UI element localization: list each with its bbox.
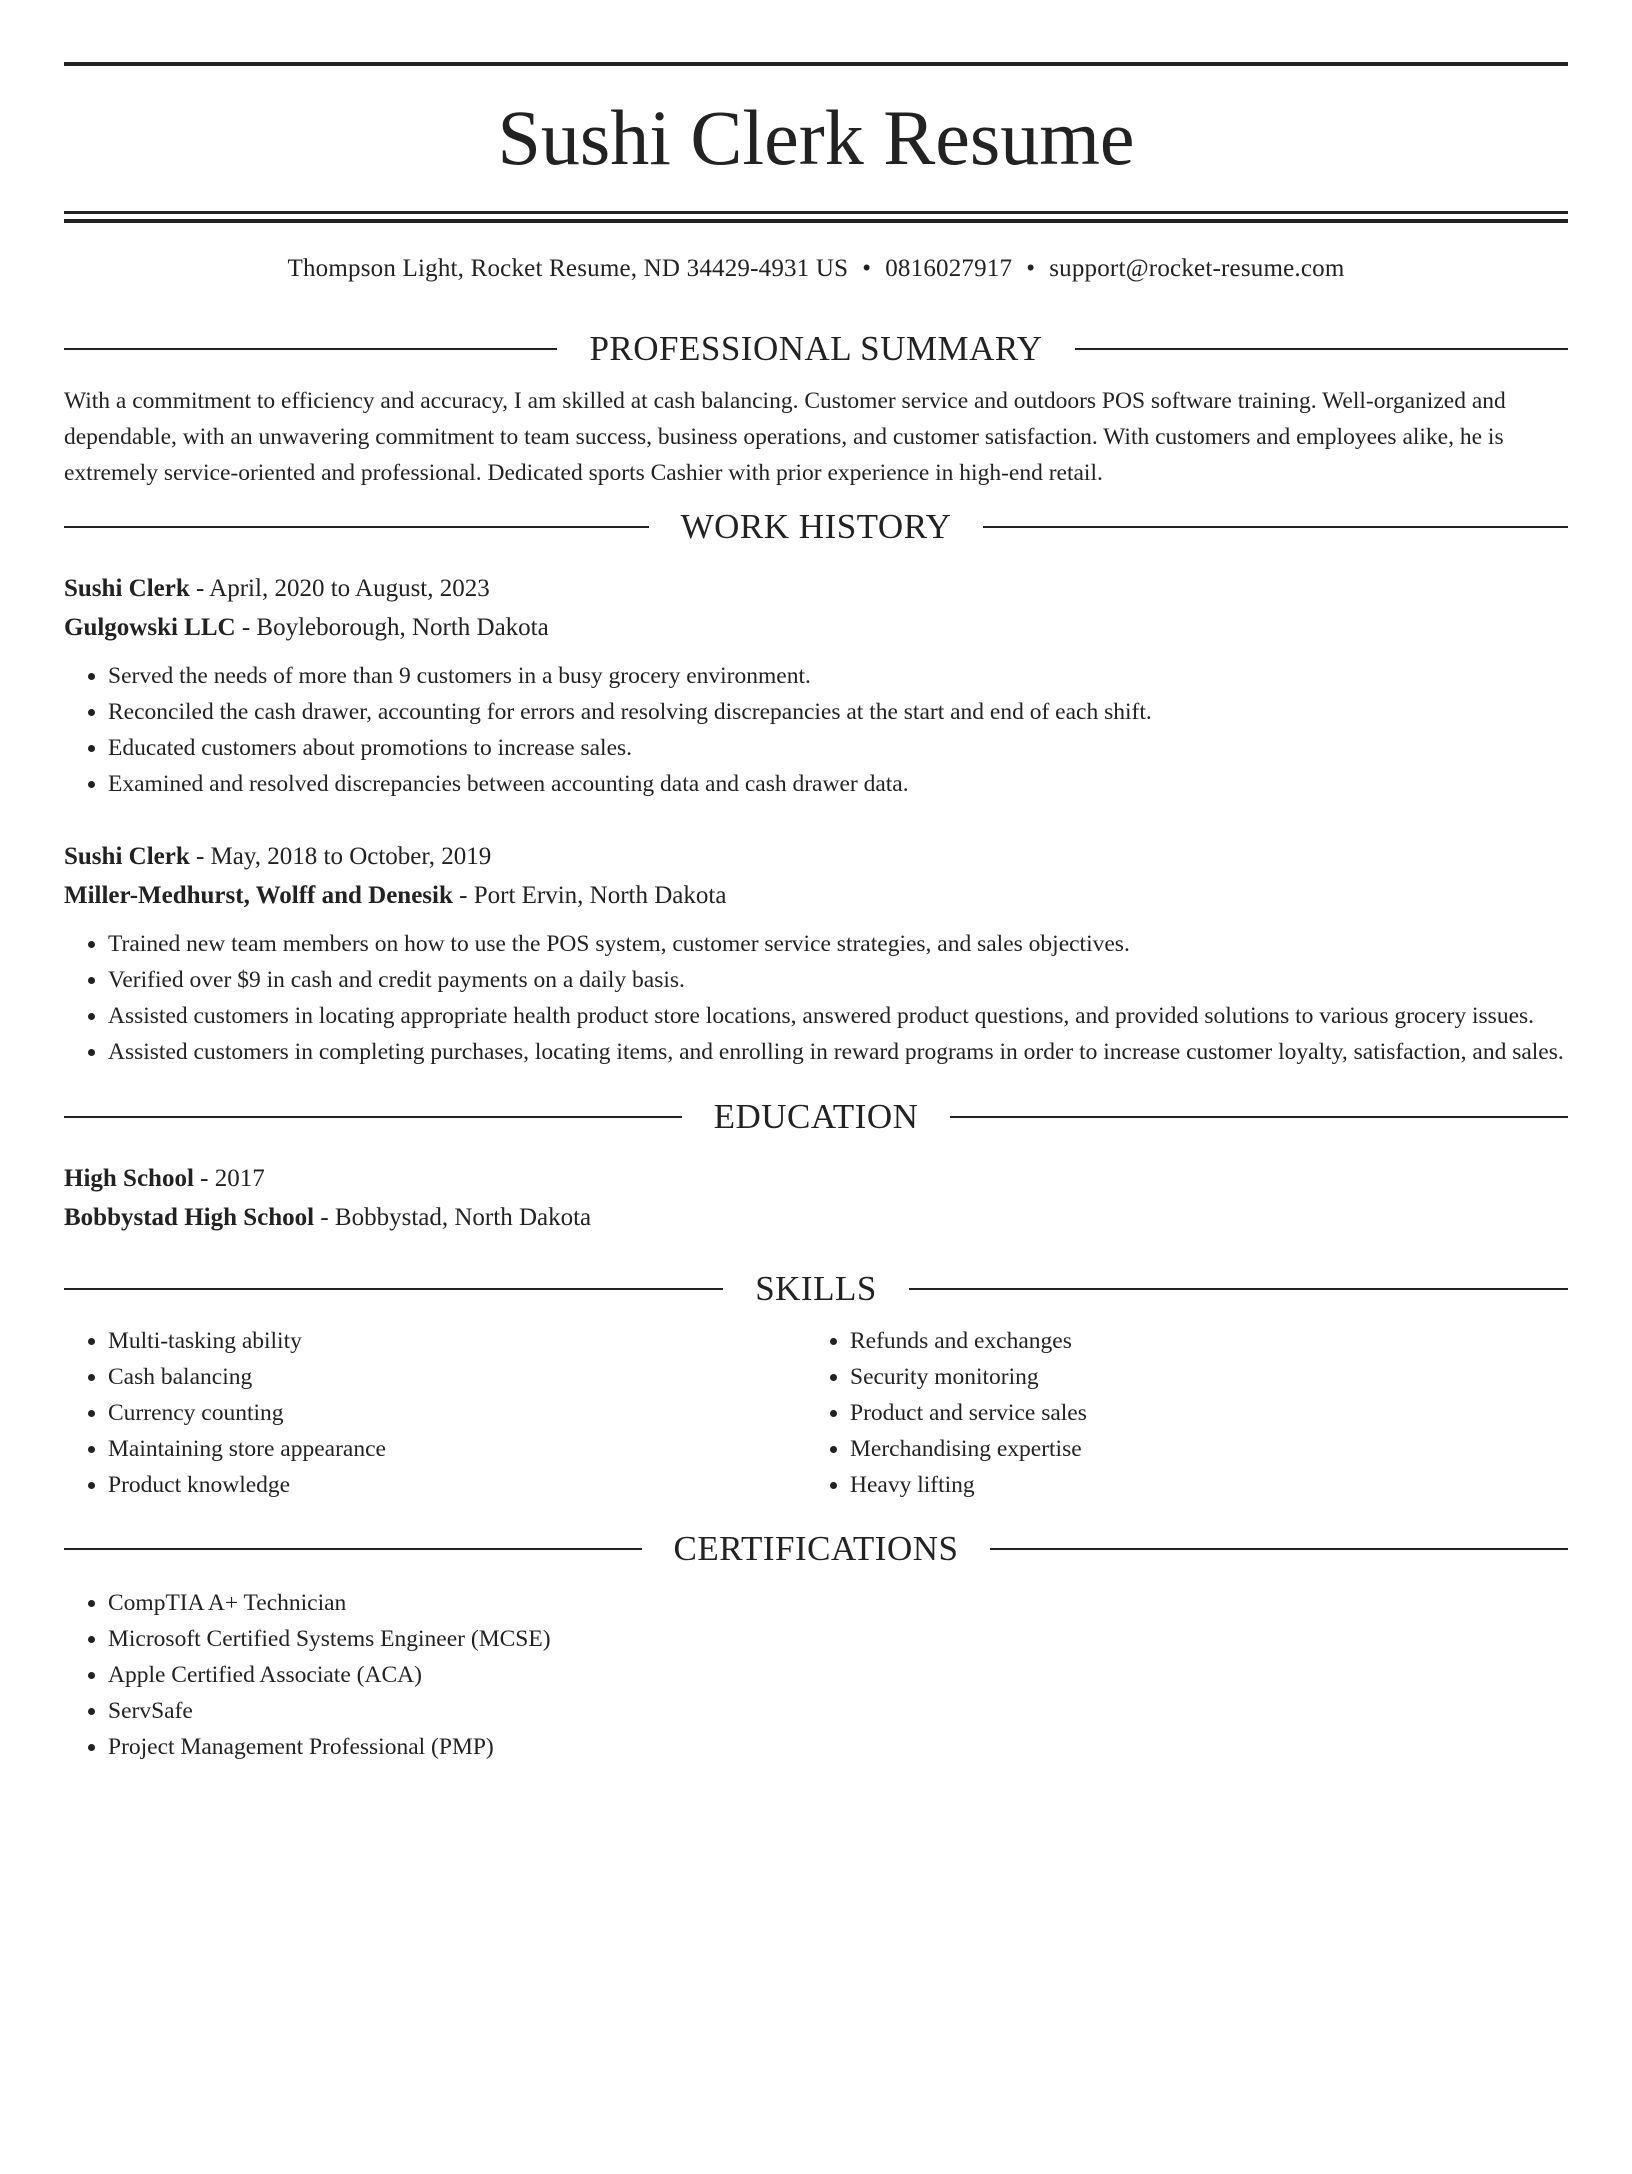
certifications-list: [64, 1585, 1568, 1765]
list-item: • Currency counting: [108, 1395, 806, 1431]
certifications-block: [64, 1585, 1568, 1765]
resume-title: Sushi Clerk Resume: [497, 94, 1135, 181]
list-item: • Apple Certified Associate (ACA): [108, 1657, 1568, 1693]
job-title-line: [64, 569, 1568, 608]
degree: High School: [64, 1165, 194, 1192]
list-item: • Security monitoring: [850, 1359, 1548, 1395]
list-item: • Reconciled the cash drawer, accounting for errors and resolving discrepancies at the start and end of each shift.: [108, 694, 1568, 730]
list-item: • Examined and resolved discrepancies between accounting data and cash drawer data.: [108, 766, 1568, 802]
list-item: • Heavy lifting: [850, 1467, 1548, 1503]
section-heading-education: [64, 1095, 1568, 1139]
job-company-line: [64, 608, 1568, 647]
job-entry: [64, 837, 1568, 1070]
section-title: SKILLS: [755, 1269, 877, 1308]
list-item: • Verified over $9 in cash and credit payments on a daily basis.: [108, 962, 1568, 998]
summary-text: With a commitment to efficiency and accuracy, I am skilled at cash balancing. Customer service and outdoors POS software training. Well-organized and dependable, with an unwavering commitment to team success, business operations, and customer satisfaction. With customers and employees alike, he is extremely service-oriented and professional. Dedicated sports Cashier with prior experience in high-end retail.: [64, 388, 1506, 486]
list-item: • Assisted customers in completing purchases, locating items, and enrolling in reward programs in order to increase customer loyalty, satisfaction, and sales.: [108, 1034, 1568, 1070]
section-heading-skills: [64, 1267, 1568, 1311]
list-item: • Cash balancing: [108, 1359, 806, 1395]
section-heading-certifications: [64, 1527, 1568, 1571]
job-title: Sushi Clerk: [64, 843, 190, 870]
list-item: • Merchandising expertise: [850, 1431, 1548, 1467]
top-rule: [64, 62, 1568, 66]
list-item: • Assisted customers in locating appropriate health product store locations, answered product questions, and provided solutions to various grocery issues.: [108, 998, 1568, 1034]
school-name: Bobbystad High School: [64, 1204, 315, 1231]
contact-phone: 0816027917: [885, 255, 1013, 282]
section-title: PROFESSIONAL SUMMARY: [589, 329, 1043, 368]
job-bullets: [64, 926, 1568, 1070]
section-title: EDUCATION: [713, 1097, 919, 1136]
job-entry: [64, 569, 1568, 802]
heading-rule: [990, 1548, 1568, 1550]
heading-rule: [64, 1548, 642, 1550]
job-bullets: [64, 658, 1568, 802]
graduation-year: - 2017: [193, 1165, 265, 1192]
heading-rule: [64, 526, 649, 528]
job-title: Sushi Clerk: [64, 575, 190, 602]
job-company-line: [64, 876, 1568, 915]
section-title: WORK HISTORY: [680, 507, 952, 546]
heading-rule: [983, 526, 1568, 528]
list-item: • CompTIA A+ Technician: [108, 1585, 1568, 1621]
job-location: - Port Ervin, North Dakota: [452, 882, 727, 909]
job-location: - Boyleborough, North Dakota: [235, 614, 549, 641]
section-heading-work-history: [64, 505, 1568, 549]
heading-rule: [64, 1116, 682, 1118]
list-item: • Served the needs of more than 9 customers in a busy grocery environment.: [108, 658, 1568, 694]
resume-page: [0, 62, 1632, 2174]
job-dates: - April, 2020 to August, 2023: [189, 575, 490, 602]
list-item: • Microsoft Certified Systems Engineer (MCSE): [108, 1621, 1568, 1657]
heading-rule: [1075, 348, 1568, 350]
list-item: • Educated customers about promotions to increase sales.: [108, 730, 1568, 766]
job-dates: - May, 2018 to October, 2019: [189, 843, 492, 870]
heading-rule: [909, 1288, 1568, 1290]
list-item: • Product knowledge: [108, 1467, 806, 1503]
school-line: [64, 1198, 1568, 1237]
job-title-line: [64, 837, 1568, 876]
school-location: - Bobbystad, North Dakota: [314, 1204, 592, 1231]
list-item: • Refunds and exchanges: [850, 1323, 1548, 1359]
heading-rule: [64, 1288, 723, 1290]
job-company: Miller-Medhurst, Wolff and Denesik: [64, 882, 453, 909]
skills-columns: [64, 1323, 1568, 1503]
list-item: • Maintaining store appearance: [108, 1431, 806, 1467]
contact-email: support@rocket-resume.com: [1049, 255, 1345, 282]
contact-separator: •: [862, 255, 872, 282]
list-item: • Project Management Professional (PMP): [108, 1729, 1568, 1765]
heading-rule: [64, 348, 557, 350]
list-item: • ServSafe: [108, 1693, 1568, 1729]
contact-line: [64, 253, 1568, 285]
degree-line: [64, 1159, 1568, 1198]
skills-column-right: [806, 1323, 1548, 1503]
job-company: Gulgowski LLC: [64, 614, 236, 641]
heading-rule: [950, 1116, 1568, 1118]
list-item: • Trained new team members on how to use the POS system, customer service strategies, and sales objectives.: [108, 926, 1568, 962]
list-item: • Multi-tasking ability: [108, 1323, 806, 1359]
education-entry: [64, 1159, 1568, 1237]
skills-list: [64, 1323, 806, 1503]
list-item: • Product and service sales: [850, 1395, 1548, 1431]
contact-separator: •: [1026, 255, 1036, 282]
section-title: CERTIFICATIONS: [673, 1529, 959, 1568]
skills-list: [806, 1323, 1548, 1503]
title-double-rule: [64, 211, 1568, 223]
section-heading-summary: [64, 327, 1568, 371]
skills-column-left: [64, 1323, 806, 1503]
contact-address: Thompson Light, Rocket Resume, ND 34429-4931 US: [287, 255, 849, 282]
